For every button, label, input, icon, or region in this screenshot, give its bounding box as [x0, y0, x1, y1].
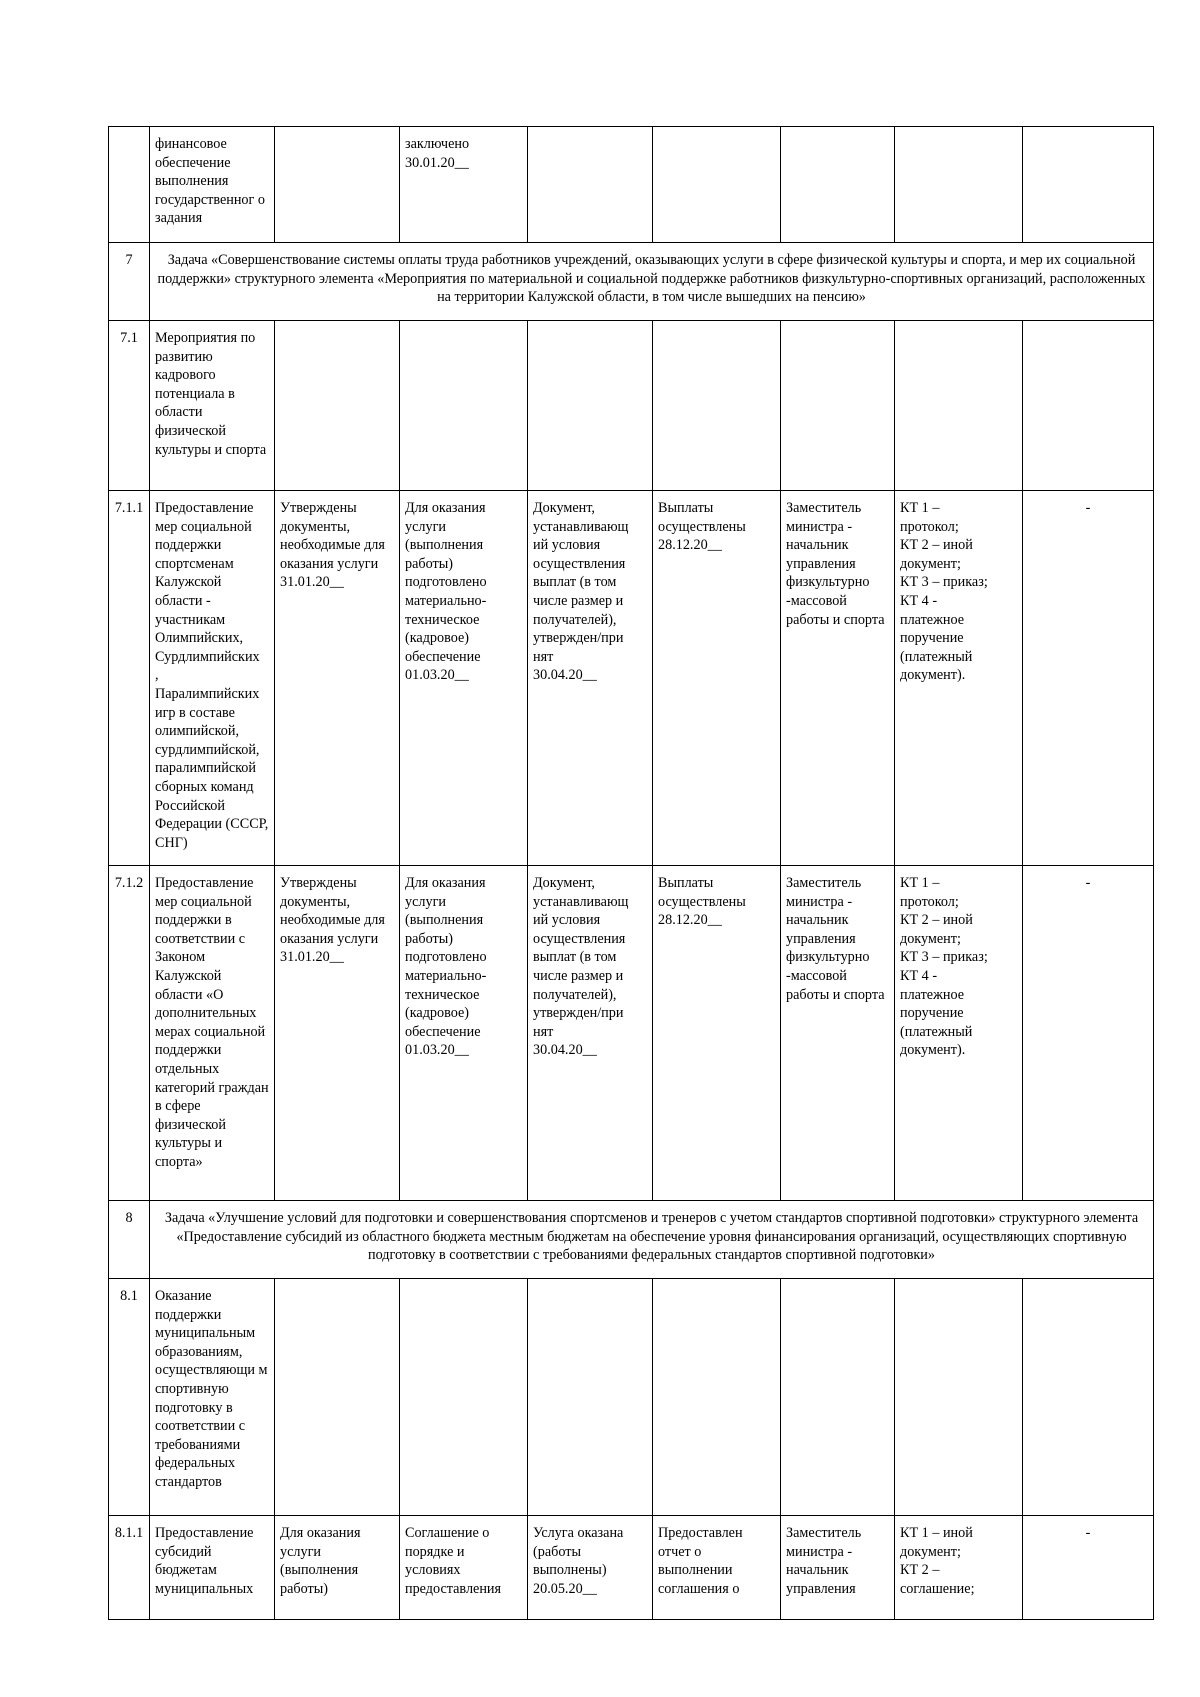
event-name-cell: Предоставление мер социальной поддержки спортсменам Калужской области - участникам Олимпийских, Сурдлимпийских , Паралимпийских игр в составе олимпийской, сурдлимпийской, паралимпийской сборных команд Российской Федерации (СССР, СНГ)	[150, 491, 275, 866]
row-number: 7.1	[109, 321, 150, 491]
control-point-4-cell: Выплаты осуществлены 28.12.20__	[653, 866, 781, 1201]
table-cell	[1023, 127, 1154, 243]
table-cell	[400, 1279, 528, 1516]
control-point-4-cell: Предоставлен отчет о выполнении соглашения о	[653, 1516, 781, 1620]
table-cell	[275, 127, 400, 243]
table-cell	[895, 127, 1023, 243]
info-system-cell: -	[1023, 491, 1154, 866]
document-type-cell: КТ 1 – протокол; КТ 2 – иной документ; КТ 3 – приказ; КТ 4 - платежное поручение (платежный документ).	[895, 491, 1023, 866]
table-cell	[275, 321, 400, 491]
table-cell	[528, 1279, 653, 1516]
control-point-3-cell: Услуга оказана (работы выполнены) 20.05.20__	[528, 1516, 653, 1620]
row-number: 7.1.1	[109, 491, 150, 866]
control-point-2-cell: Соглашение о порядке и условиях предоставления	[400, 1516, 528, 1620]
row-number: 8	[109, 1201, 150, 1279]
task-description: Задача «Совершенствование системы оплаты труда работников учреждений, оказывающих услуги в сфере физической культуры и спорта, и мер их социальной поддержки» структурного элемента «Мероприятия по материальной и социальной поддержке работников физкультурно-спортивных организаций, расположенных на территории Калужской области, в том числе вышедших на пенсию»	[150, 243, 1154, 321]
event-name-cell: Мероприятия по развитию кадрового потенциала в области физической культуры и спорта	[150, 321, 275, 491]
document-type-cell: КТ 1 – протокол; КТ 2 – иной документ; КТ 3 – приказ; КТ 4 - платежное поручение (платежный документ).	[895, 866, 1023, 1201]
table-cell	[528, 321, 653, 491]
table-cell	[653, 1279, 781, 1516]
control-points-table	[108, 126, 1154, 1620]
control-point-1-cell: Для оказания услуги (выполнения работы)	[275, 1516, 400, 1620]
control-point-2-cell: Для оказания услуги (выполнения работы) подготовлено материально-техническое (кадровое) обеспечение 01.03.20__	[400, 866, 528, 1201]
event-name-cell: Предоставление мер социальной поддержки в соответствии с Законом Калужской области «О дополнительных мерах социальной поддержки отдельных категорий граждан в сфере физической культуры и спорта»	[150, 866, 275, 1201]
info-system-cell: -	[1023, 866, 1154, 1201]
control-point-cell: заключено 30.01.20__	[400, 127, 528, 243]
control-point-3-cell: Документ, устанавливающ ий условия осуществления выплат (в том числе размер и получателей), утвержден/при нят 30.04.20__	[528, 491, 653, 866]
table-cell	[781, 127, 895, 243]
control-point-1-cell: Утверждены документы, необходимые для оказания услуги 31.01.20__	[275, 491, 400, 866]
table-cell	[653, 127, 781, 243]
control-point-1-cell: Утверждены документы, необходимые для оказания услуги 31.01.20__	[275, 866, 400, 1201]
task-description: Задача «Улучшение условий для подготовки и совершенствования спортсменов и тренеров с учетом стандартов спортивной подготовки» структурного элемента «Предоставление субсидий из областного бюджета местным бюджетам на обеспечение уровня финансирования организаций, осуществляющих спортивную подготовку в соответствии с требованиями федеральных стандартов спортивной подготовки»	[150, 1201, 1154, 1279]
table-cell	[781, 321, 895, 491]
table-cell	[400, 321, 528, 491]
table-cell	[895, 1279, 1023, 1516]
event-name-cell: Оказание поддержки муниципальным образованиям, осуществляющи м спортивную подготовку в соответствии с требованиями федеральных стандартов	[150, 1279, 275, 1516]
table-cell	[275, 1279, 400, 1516]
table-row	[109, 866, 1154, 1201]
row-number: 7.1.2	[109, 866, 150, 1201]
row-number	[109, 127, 150, 243]
control-point-4-cell: Выплаты осуществлены 28.12.20__	[653, 491, 781, 866]
row-number: 8.1	[109, 1279, 150, 1516]
control-point-3-cell: Документ, устанавливающ ий условия осуществления выплат (в том числе размер и получателей), утвержден/при нят 30.04.20__	[528, 866, 653, 1201]
table-cell	[653, 321, 781, 491]
control-point-2-cell: Для оказания услуги (выполнения работы) подготовлено материально-техническое (кадровое) обеспечение 01.03.20__	[400, 491, 528, 866]
table-cell	[1023, 1279, 1154, 1516]
info-system-cell: -	[1023, 1516, 1154, 1620]
task-row	[109, 1201, 1154, 1279]
table-row	[109, 1279, 1154, 1516]
table-row	[109, 127, 1154, 243]
table-cell	[895, 321, 1023, 491]
task-row	[109, 243, 1154, 321]
event-name-cell: финансовое обеспечение выполнения государственног о задания	[150, 127, 275, 243]
responsible-cell: Заместитель министра - начальник управления физкультурно -массовой работы и спорта	[781, 491, 895, 866]
table-row	[109, 321, 1154, 491]
row-number: 7	[109, 243, 150, 321]
row-number: 8.1.1	[109, 1516, 150, 1620]
table-row	[109, 1516, 1154, 1620]
table-cell	[528, 127, 653, 243]
event-name-cell: Предоставление субсидий бюджетам муниципальных	[150, 1516, 275, 1620]
responsible-cell: Заместитель министра - начальник управления	[781, 1516, 895, 1620]
table-row	[109, 491, 1154, 866]
table-cell	[1023, 321, 1154, 491]
table-cell	[781, 1279, 895, 1516]
responsible-cell: Заместитель министра - начальник управления физкультурно -массовой работы и спорта	[781, 866, 895, 1201]
document-type-cell: КТ 1 – иной документ; КТ 2 – соглашение;	[895, 1516, 1023, 1620]
